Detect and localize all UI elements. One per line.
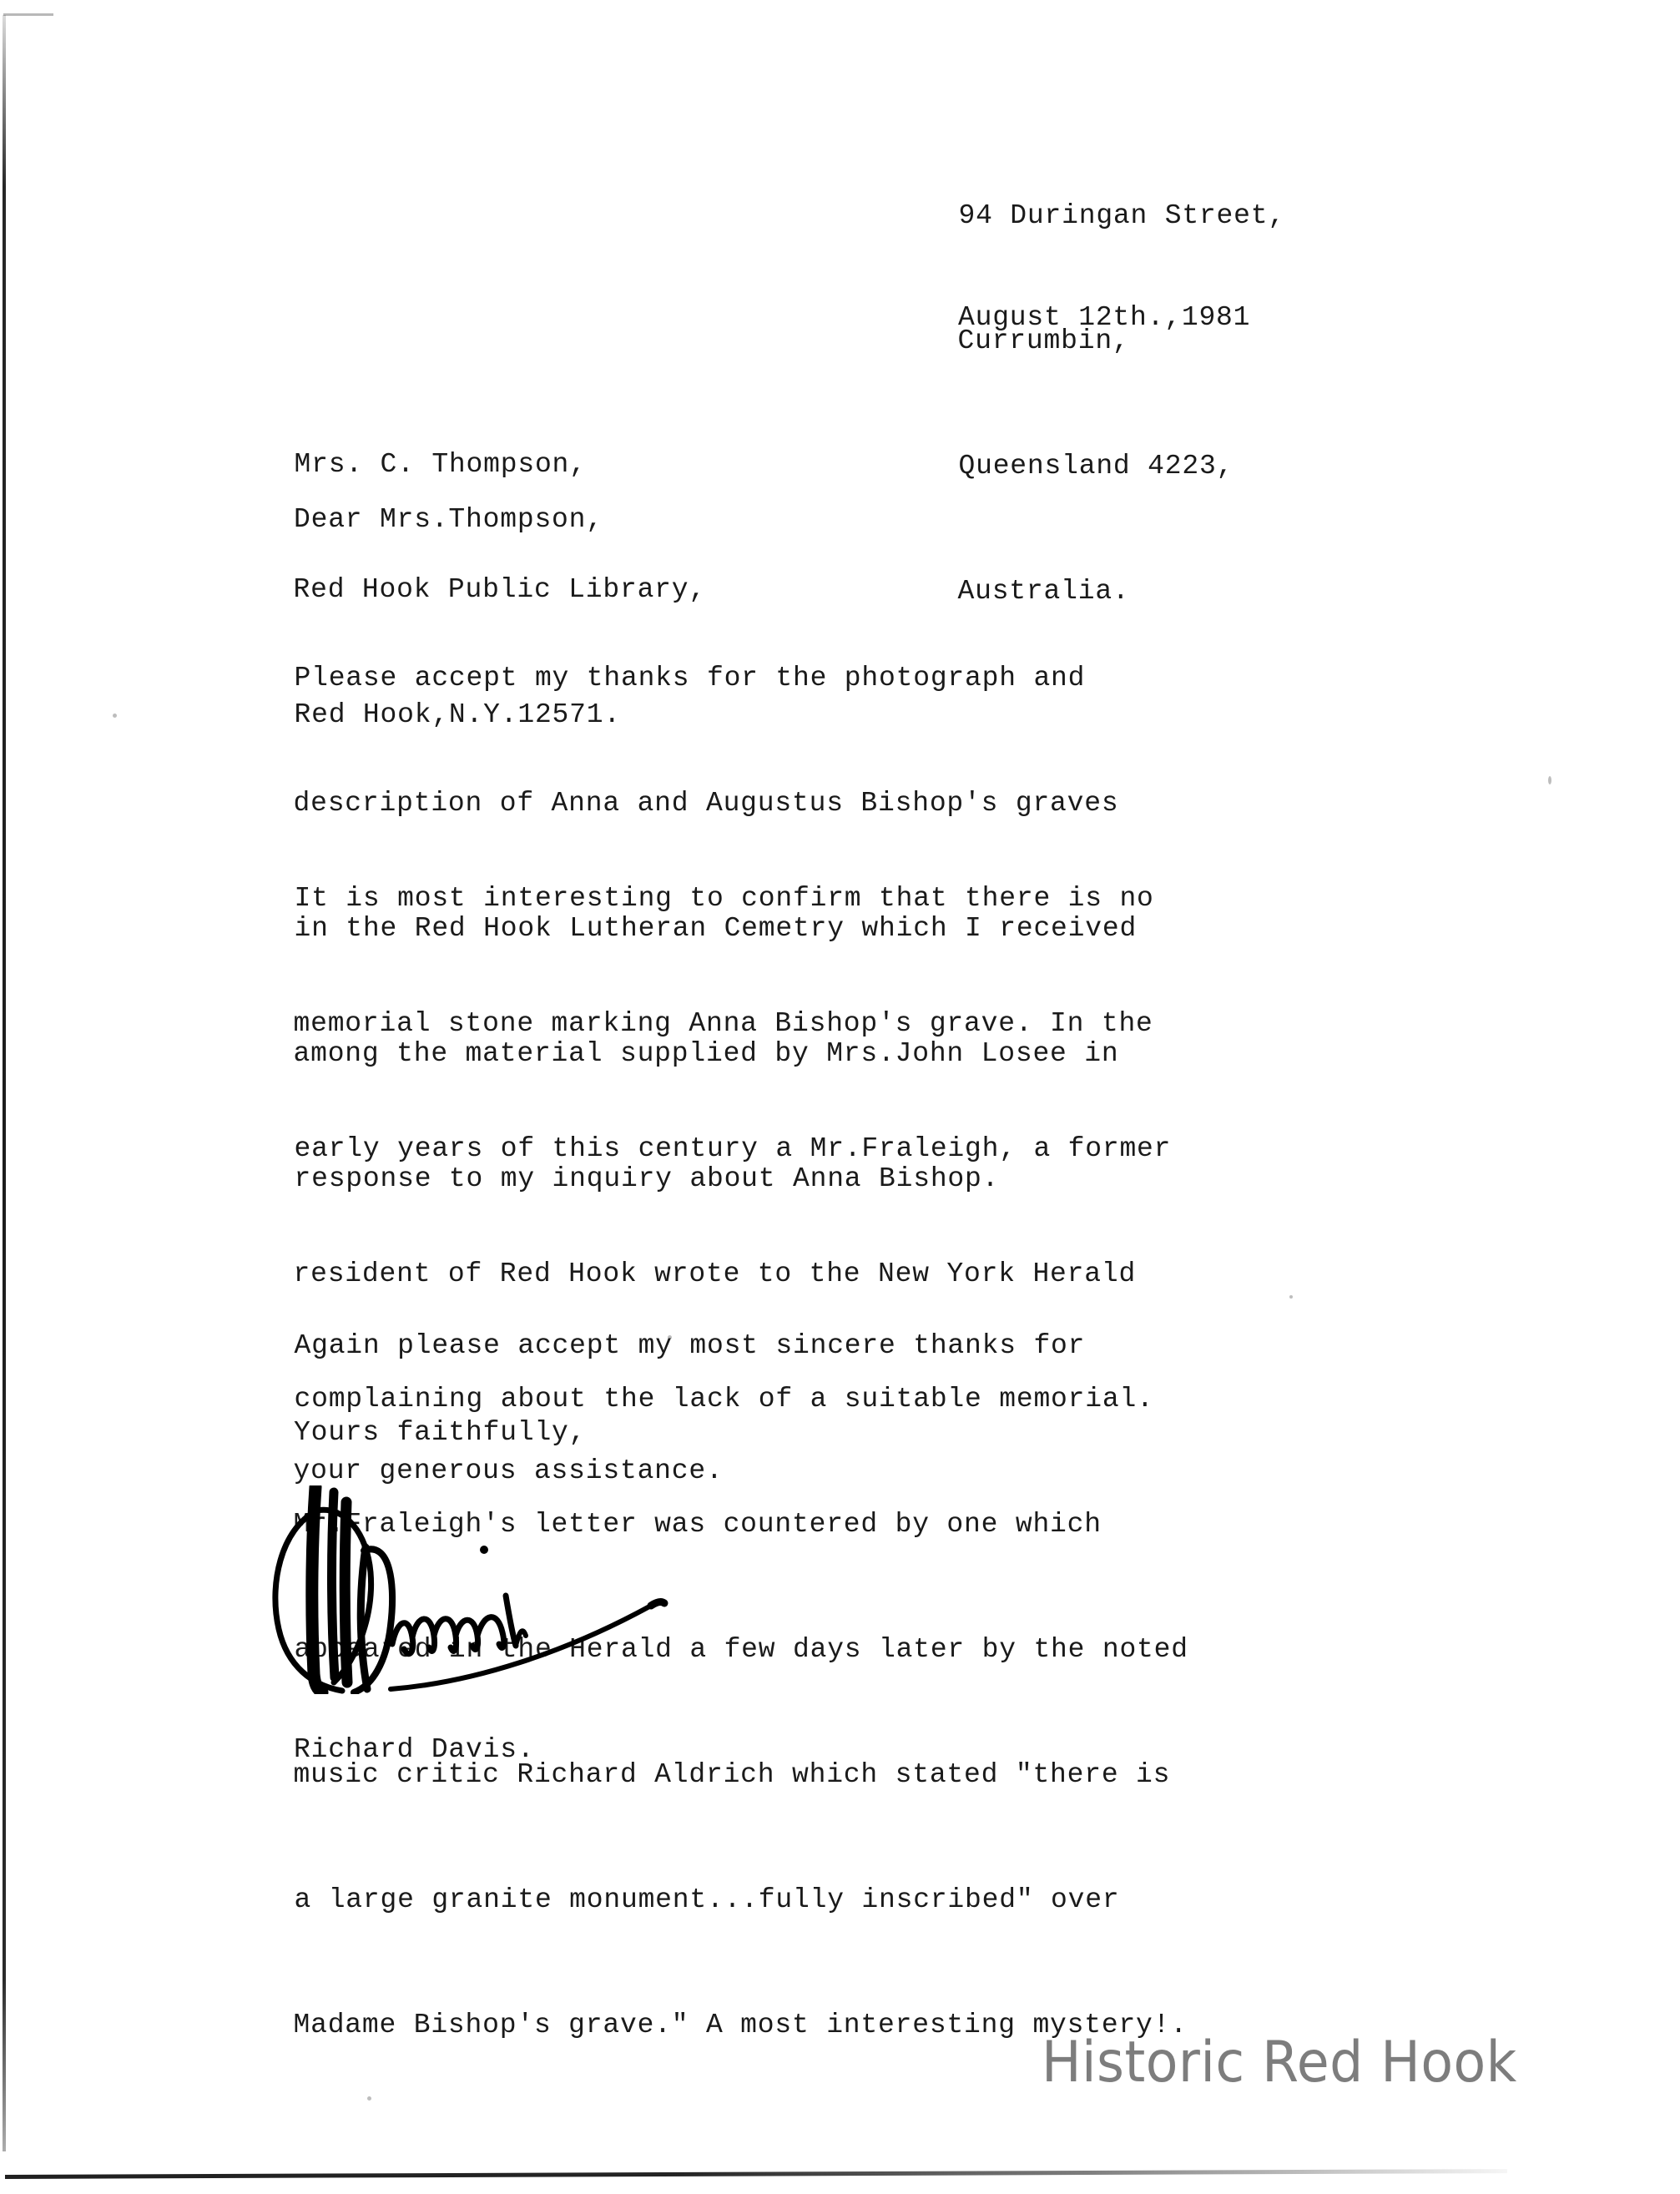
- body-line: Mr.Fraleigh's letter was countered by one which: [293, 1509, 1102, 1540]
- signer-name: Richard Davis.: [294, 1734, 535, 1765]
- sender-address-line: Currumbin,: [957, 325, 1130, 356]
- recipient-address-line: Red Hook Public Library,: [293, 574, 706, 605]
- body-line: memorial stone marking Anna Bishop's grave. In the: [293, 1008, 1153, 1039]
- body-line: It is most interesting to confirm that there is no: [294, 883, 1154, 914]
- body-line: a large granite monument...fully inscribed" over: [294, 1884, 1120, 1915]
- scan-edge-bottom-artifact: [5, 2169, 1507, 2179]
- body-line: music critic Richard Aldrich which stated "there is: [293, 1759, 1171, 1790]
- archive-watermark: Historic Red Hook: [1042, 2030, 1517, 2096]
- scan-speck: [1289, 1295, 1293, 1299]
- closing-line: Yours faithfully,: [294, 1417, 587, 1448]
- scan-speck: [1548, 776, 1551, 784]
- body-line: in the Red Hook Lutheran Cemetry which I received: [294, 913, 1138, 944]
- letter-date: August 12th.,1981: [958, 302, 1251, 333]
- body-line: complaining about the lack of a suitable memorial.: [294, 1384, 1154, 1415]
- body-line: your generous assistance.: [293, 1455, 724, 1486]
- body-line: Again please accept my most sincere thanks for: [294, 1330, 1086, 1361]
- body-line: description of Anna and Augustus Bishop's graves: [293, 788, 1119, 819]
- salutation: Dear Mrs.Thompson,: [294, 504, 603, 535]
- sender-address-line: Australia.: [957, 576, 1130, 607]
- body-line: response to my inquiry about Anna Bishop.: [294, 1163, 1000, 1194]
- scan-edge-top-artifact: [3, 13, 53, 16]
- scan-speck: [113, 714, 117, 718]
- body-line: early years of this century a Mr.Fraleigh, a former: [294, 1133, 1172, 1164]
- body-line: appeared in the Herald a few days later by the noted: [294, 1634, 1188, 1665]
- sender-address-line: Queensland 4223,: [958, 451, 1234, 482]
- sender-address-line: 94 Duringan Street,: [958, 200, 1285, 231]
- recipient-address-line: Mrs. C. Thompson,: [294, 449, 587, 480]
- body-line: resident of Red Hook wrote to the New York Herald: [293, 1258, 1137, 1289]
- body-line: among the material supplied by Mrs.John Losee in: [293, 1038, 1119, 1069]
- body-line: Please accept my thanks for the photograph and: [294, 663, 1086, 694]
- scan-edge-left-artifact: [3, 15, 6, 2151]
- recipient-address-line: Red Hook,N.Y.12571.: [294, 699, 621, 730]
- body-line: Madame Bishop's grave." A most interesting mystery!.: [293, 2010, 1188, 2040]
- handwritten-signature: [265, 1485, 716, 1694]
